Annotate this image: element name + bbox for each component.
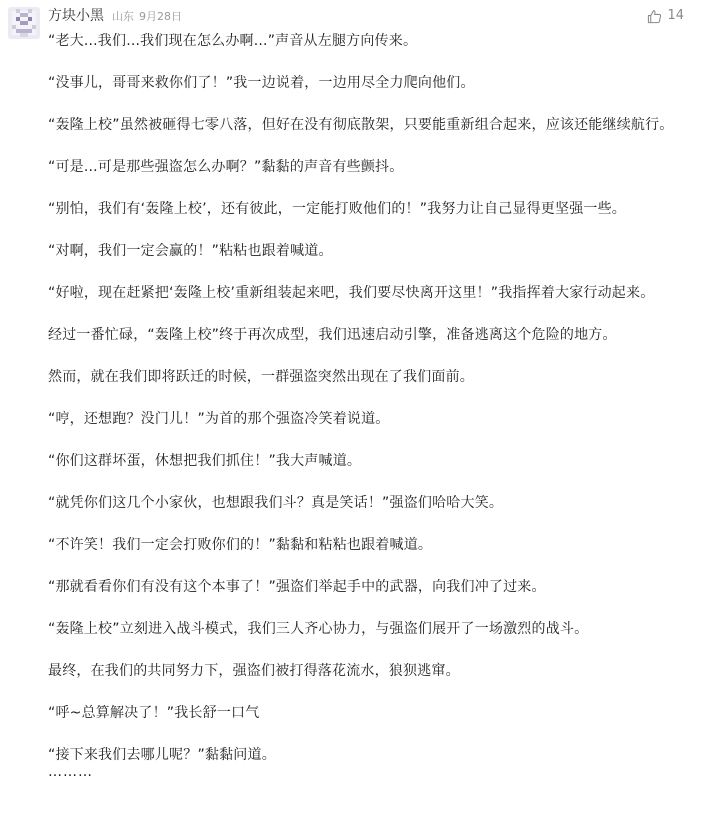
comment-paragraph: “哼，还想跑？没门儿！”为首的那个强盗冷笑着说道。 bbox=[48, 411, 390, 427]
comment-paragraph: “好啦，现在赶紧把‘轰隆上校’重新组装起来吧，我们要尽快离开这里！”我指挥着大家行动起来。 bbox=[48, 285, 655, 301]
comment-paragraph: “没事儿，哥哥来救你们了！”我一边说着，一边用尽全力爬向他们。 bbox=[48, 75, 475, 91]
comment-paragraph: “你们这群坏蛋，休想把我们抓住！”我大声喊道。 bbox=[48, 453, 362, 469]
comment-body bbox=[48, 31, 688, 779]
comment-paragraph: 最终，在我们的共同努力下，强盗们被打得落花流水，狼狈逃窜。 bbox=[48, 663, 460, 679]
comment-paragraph: “轰隆上校”立刻进入战斗模式，我们三人齐心协力，与强盗们展开了一场激烈的战斗。 bbox=[48, 621, 589, 637]
avatar-pixel-image bbox=[8, 7, 40, 39]
avatar[interactable] bbox=[8, 7, 40, 39]
comment-date: 9月28日 bbox=[139, 10, 182, 23]
comment-header bbox=[48, 6, 182, 26]
comment-ellipsis: ……… bbox=[48, 764, 93, 780]
comment-paragraph: “别怕，我们有‘轰隆上校’，还有彼此，一定能打败他们的！”我努力让自己显得更坚强一些。 bbox=[48, 201, 627, 217]
comment-paragraph: “呼~总算解决了！”我长舒一口气 bbox=[48, 705, 260, 721]
comment-paragraph: 然而，就在我们即将跃迁的时候，一群强盗突然出现在了我们面前。 bbox=[48, 369, 474, 385]
comment-paragraph: “对啊，我们一定会赢的！”粘粘也跟着喊道。 bbox=[48, 243, 333, 259]
comment-paragraph: “接下来我们去哪儿呢？”黏黏问道。 bbox=[48, 747, 276, 763]
thumbs-up-icon bbox=[647, 9, 662, 24]
comment-paragraph: “可是...可是那些强盗怎么办啊？”黏黏的声音有些颤抖。 bbox=[48, 159, 404, 175]
username[interactable]: 方块小黑 bbox=[48, 8, 104, 24]
comment-paragraph: “不许笑！我们一定会打败你们的！”黏黏和粘粘也跟着喊道。 bbox=[48, 537, 433, 553]
comment-paragraph: “老大...我们...我们现在怎么办啊...”声音从左腿方向传来。 bbox=[48, 33, 418, 49]
like-count: 14 bbox=[667, 8, 684, 23]
comment-paragraph: 经过一番忙碌，“轰隆上校”终于再次成型，我们迅速启动引擎，准备逃离这个危险的地方。 bbox=[48, 327, 617, 343]
comment-paragraph: “那就看看你们有没有这个本事了！”强盗们举起手中的武器，向我们冲了过来。 bbox=[48, 579, 546, 595]
like-button[interactable] bbox=[647, 7, 684, 25]
location: 山东 bbox=[112, 10, 134, 23]
comment-paragraph: “轰隆上校”虽然被砸得七零八落，但好在没有彻底散架，只要能重新组合起来，应该还能继续航行。 bbox=[48, 117, 674, 133]
comment-meta bbox=[112, 7, 182, 27]
comment-paragraph: “就凭你们这几个小家伙，也想跟我们斗？真是笑话！”强盗们哈哈大笑。 bbox=[48, 495, 504, 511]
